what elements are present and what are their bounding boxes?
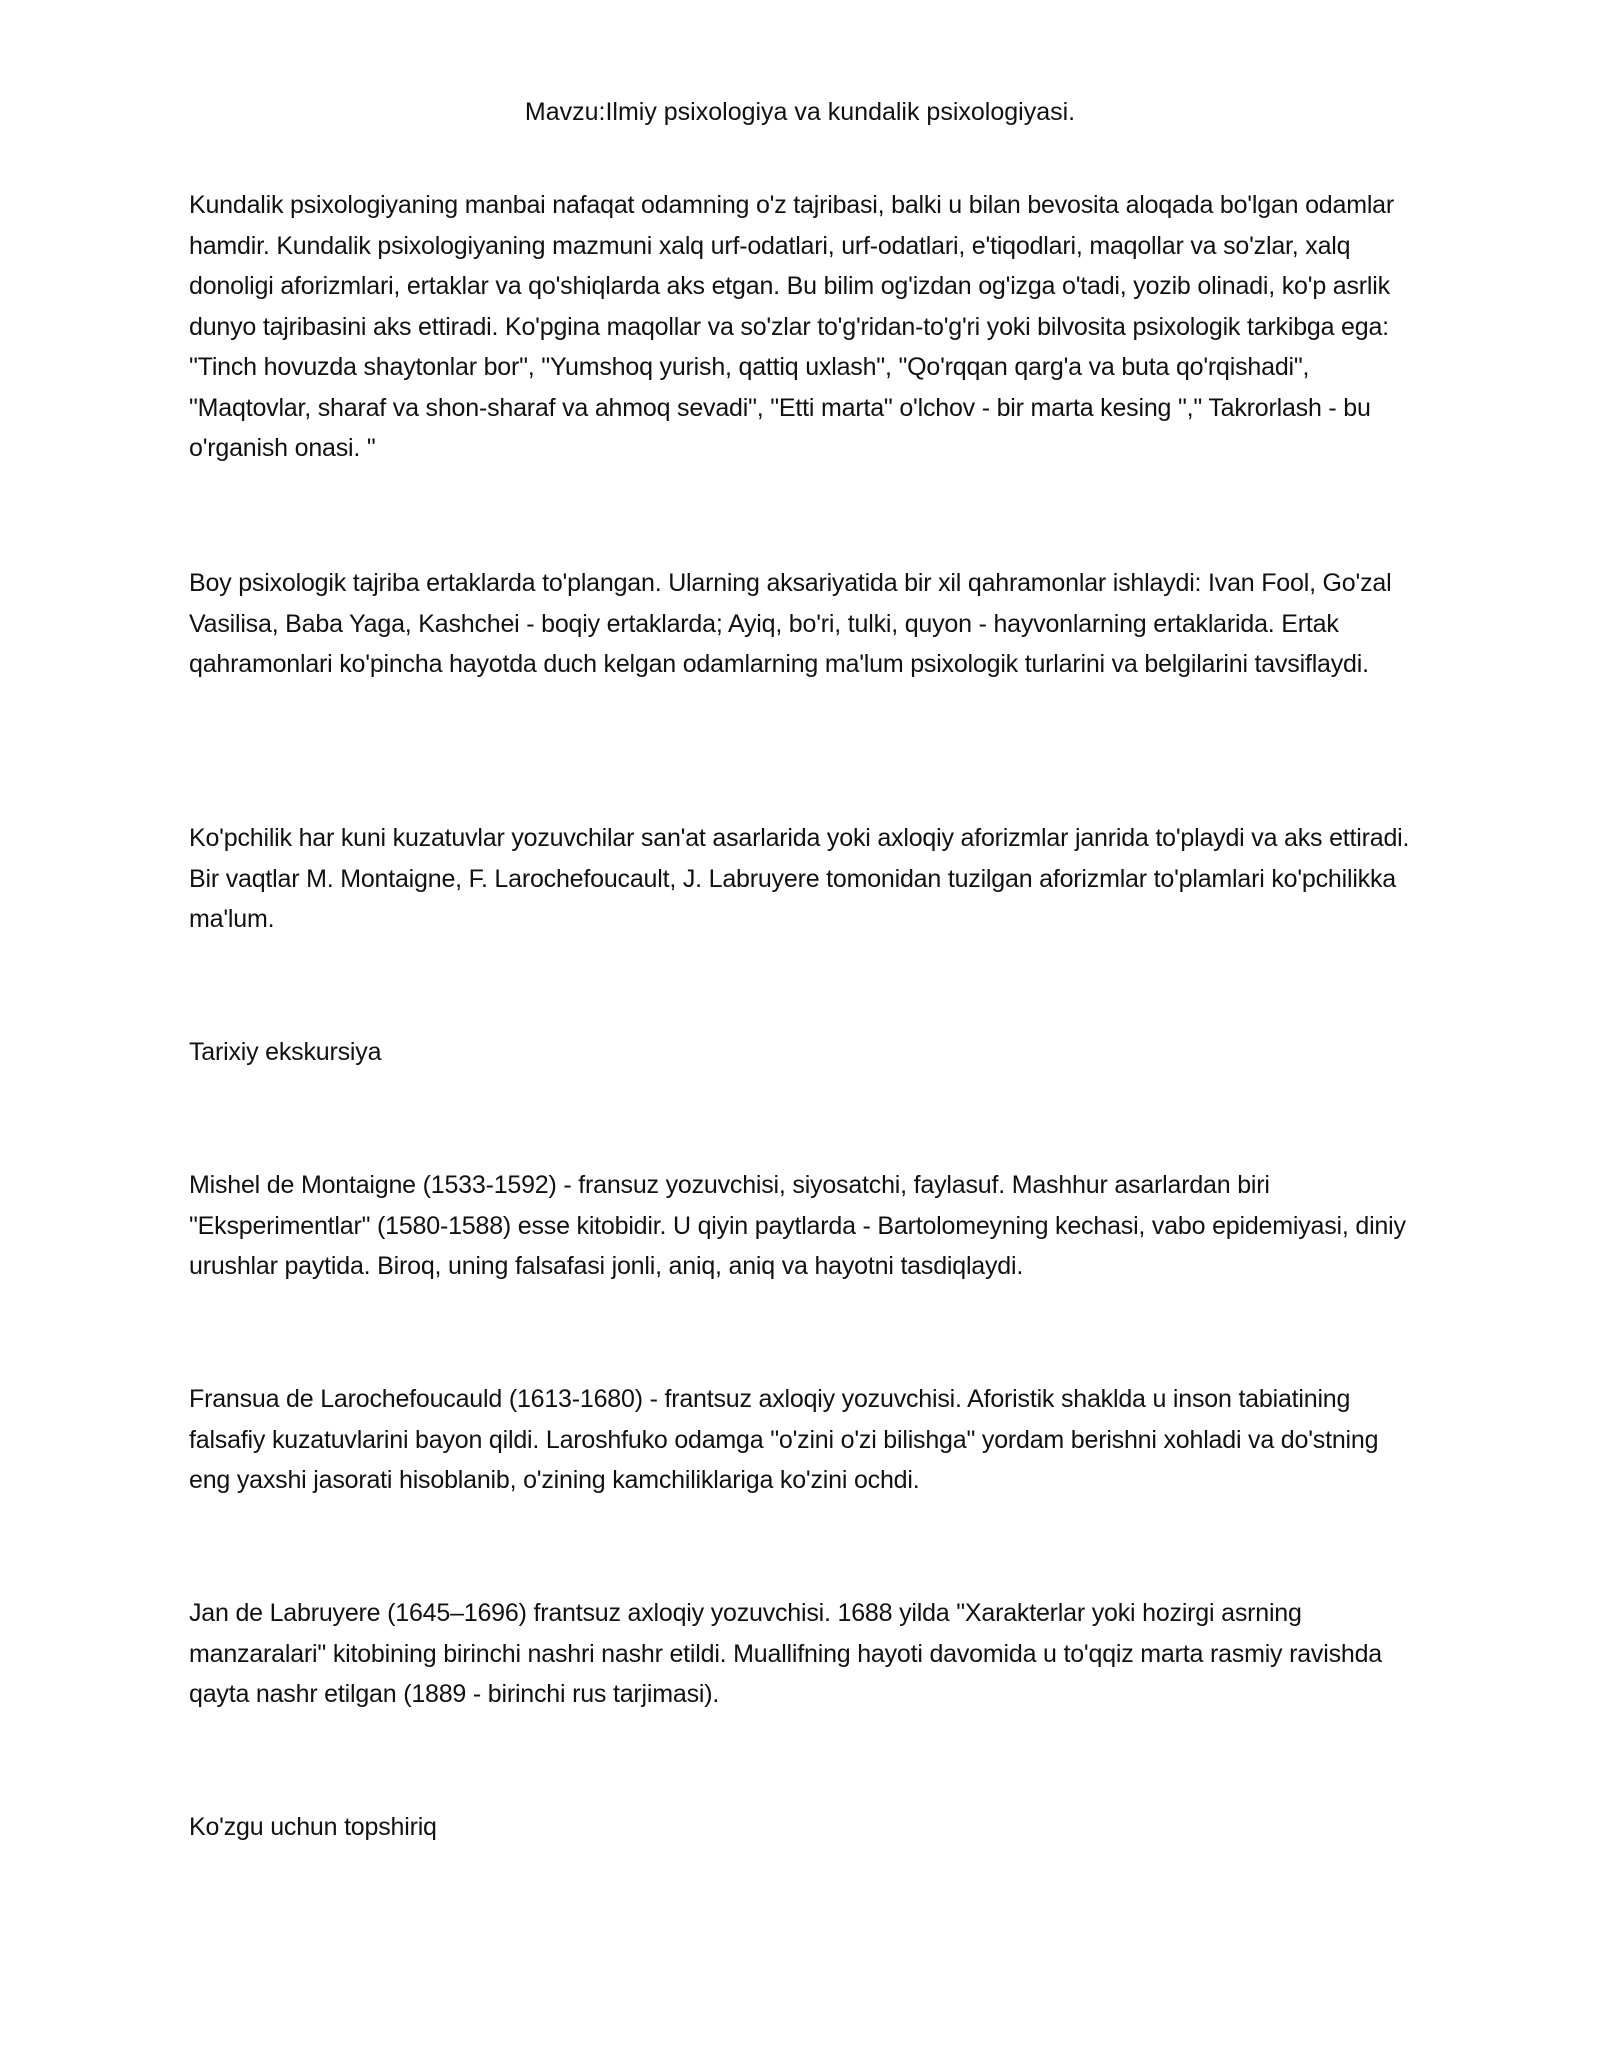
paragraph-montaigne: Mishel de Montaigne (1533-1592) - fransuz yozuvchisi, siyosatchi, faylasuf. Mashhur asarlardan biri "Eksperimentlar" (1580-1588) esse kitobidir. U qiyin paytlarda - Bartolomeyning kechasi, vabo epidemiyasi, diniy urushlar paytida. Biroq, uning falsafasi jonli, aniq, aniq va hayotni tasdiqlaydi. xyxy=(189,1171,1406,1280)
paragraph-larochefoucauld: Fransua de Larochefoucauld (1613-1680) - frantsuz axloqiy yozuvchisi. Aforistik shaklda u inson tabiatining falsafiy kuzatuvlarini bayon qildi. Laroshfuko odamga "o'zini o'zi bilishga" yordam berishni xohladi va do'stning eng yaxshi jasorati hisoblanib, o'zining kamchiliklariga ko'zini ochdi. xyxy=(189,1385,1379,1494)
paragraph-everyday-psychology-sources: Kundalik psixologiyaning manbai nafaqat odamning o'z tajribasi, balki u bilan bevosita aloqada bo'lgan odamlar hamdir. Kundalik psixologiyaning mazmuni xalq urf-odatlari, urf-odatlari, e'tiqodlari, maqollar va so'zlar, xalq donoligi aforizmlari, ertaklar va qo'shiqlarda aks etgan. Bu bilim og'izdan og'izga o'tadi, yozib olinadi, ko'p asrlik dunyo tajribasini aks ettiradi. Ko'pgina maqollar va so'zlar to'g'ridan-to'g'ri yoki bilvosita psixologik tarkibga ega: "Tinch hovuzda shaytonlar bor", "Yumshoq yurish, qattiq uxlash", "Qo'rqqan qarg'a va buta qo'rqishadi", "Maqtovlar, sharaf va shon-sharaf va ahmoq sevadi", "Etti marta" o'lchov - bir marta kesing "," Takrorlash - bu o'rganish onasi. " xyxy=(189,191,1395,462)
section-heading-reflection-task: Ko'zgu uchun topshiriq xyxy=(189,1813,437,1841)
paragraph-aphorisms: Ko'pchilik har kuni kuzatuvlar yozuvchilar san'at asarlarida yoki axloqiy aforizmlar janrida to'playdi va aks ettiradi. Bir vaqtlar M. Montaigne, F. Larochefoucault, J. Labruyere tomonidan tuzilgan aforizmlar to'plamlari ko'pchilikka ma'lum. xyxy=(189,824,1410,933)
paragraph-fairy-tales: Boy psixologik tajriba ertaklarda to'plangan. Ularning aksariyatida bir xil qahramonlar ishlaydi: Ivan Fool, Go'zal Vasilisa, Baba Yaga, Kashchei - boqiy ertaklarda; Ayiq, bo'ri, tulki, quyon - hayvonlarning ertaklarida. Ertak qahramonlari ko'pincha hayotda duch kelgan odamlarning ma'lum psixologik turlarini va belgilarini tavsiflaydi. xyxy=(189,569,1392,678)
paragraph-labruyere: Jan de Labruyere (1645–1696) frantsuz axloqiy yozuvchisi. 1688 yilda "Xarakterlar yoki hozirgi asrning manzaralari" kitobining birinchi nashri nashr etildi. Muallifning hayoti davomida u to'qqiz marta rasmiy ravishda qayta nashr etilgan (1889 - birinchi rus tarjimasi). xyxy=(189,1599,1383,1708)
section-heading-historical-excursion: Tarixiy ekskursiya xyxy=(189,1038,382,1066)
document-title: Mavzu:Ilmiy psixologiya va kundalik psixologiyasi. xyxy=(524,98,1076,126)
